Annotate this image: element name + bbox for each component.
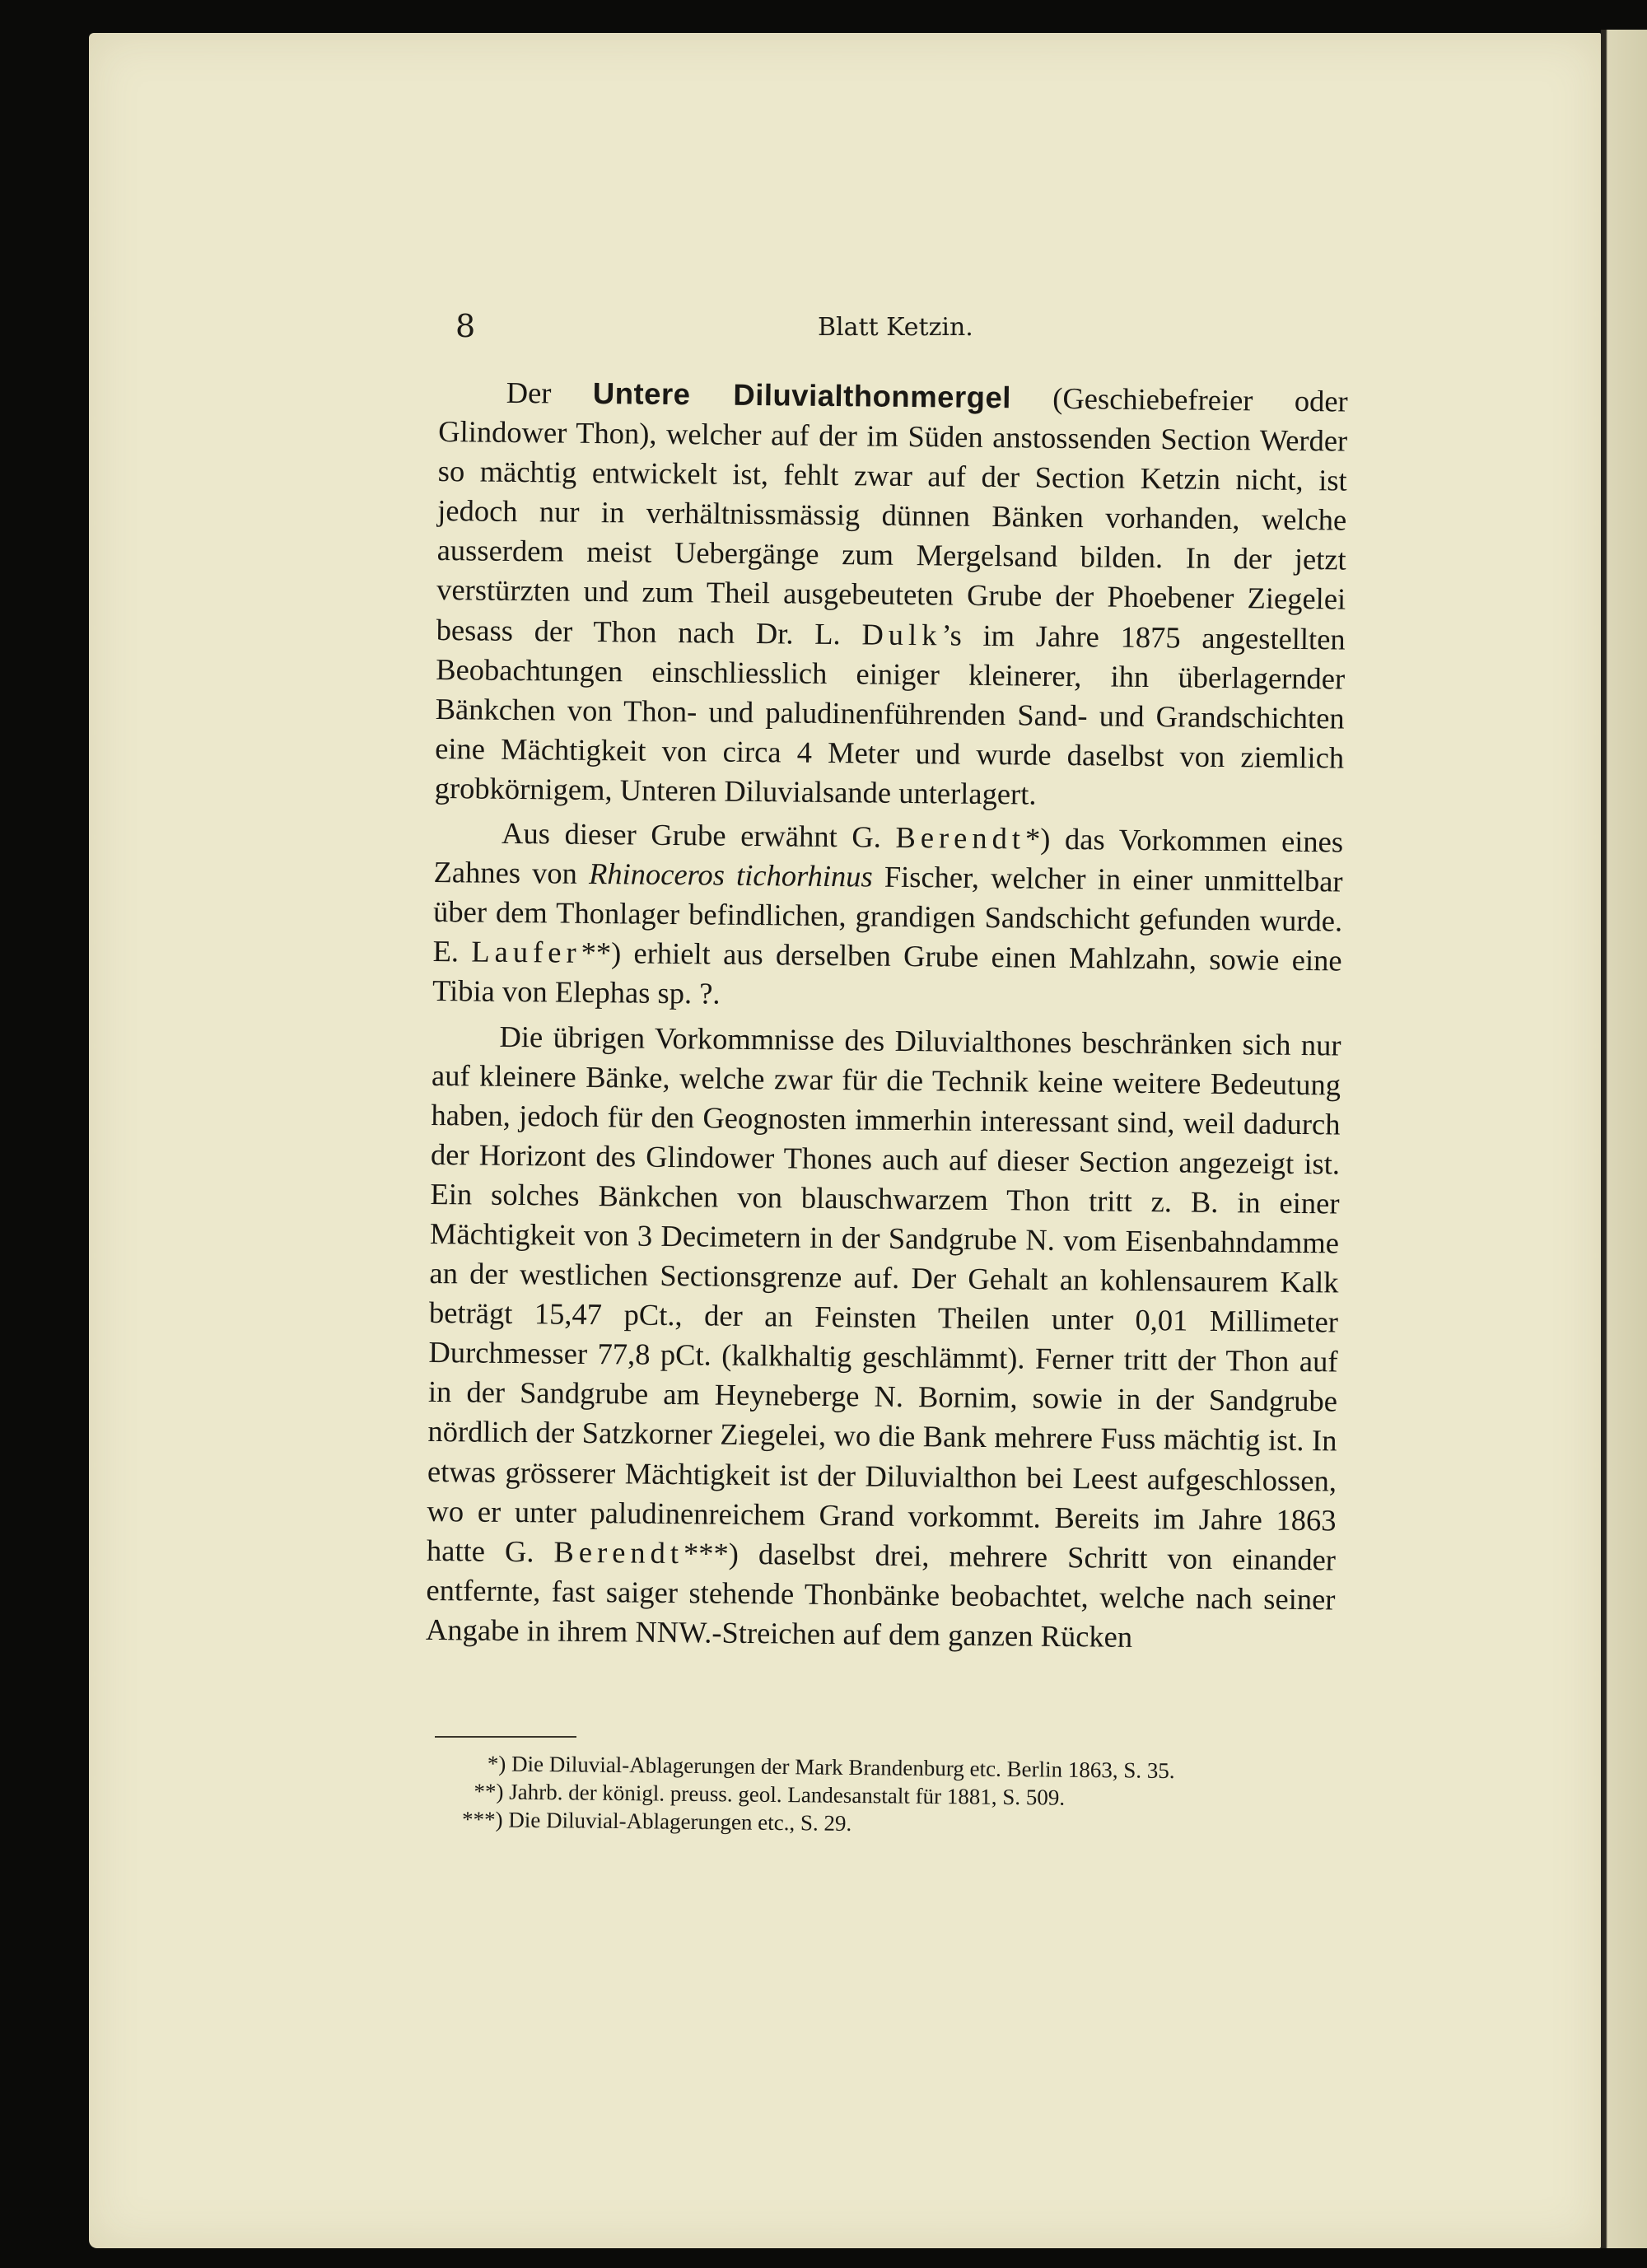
page-header xyxy=(455,308,1348,354)
species-name: Rhinoceros tichorhinus xyxy=(588,856,873,894)
footnote-separator xyxy=(435,1736,576,1738)
page-number: 8 xyxy=(455,308,476,344)
spaced-name: Laufer xyxy=(471,934,581,970)
spaced-name: Dulk xyxy=(861,616,942,651)
running-head-title: Blatt Ketzin. xyxy=(818,313,973,342)
footnote-2: **) Jahrb. der königl. preuss. geol. Landesanstalt für 1881, S. 509. xyxy=(474,1779,1066,1810)
body-text xyxy=(426,372,1348,1659)
footnote-1: *) Die Diluvial-Ablagerungen der Mark Brandenburg etc. Berlin 1863, S. 35. xyxy=(487,1751,1175,1784)
paragraph-1: Der Untere Diluvialthonmergel (Geschiebefreier oder Glindower Thon), welcher auf der im Süden anstossenden Section Werder so mächtig entwickelt ist, fehlt zwar auf der Section Ketzin nicht, ist jedoch nur in verhältnissmässig dünnen Bänken vorhanden, welche ausserdem meist Uebergänge zum Mergelsand bilden. In der jetzt verstürzten und zum Theil ausgebeuteten Grube der Phoebener Ziegelei besass der Thon nach Dr. L. Dulk’s im Jahre 1875 angestellten Beobachtungen einschliesslich einiger kleinerer, ihn überlagernder Bänkchen von Thon- und paludinenführenden Sand- und Grandschichten eine Mächtigkeit von circa 4 Meter und wurde daselbst von ziemlich grobkörnigem, Unteren Diluvialsande unterlagert. xyxy=(434,375,1348,811)
footnotes xyxy=(462,1749,1336,1842)
spaced-name: Berendt xyxy=(553,1534,684,1570)
adjacent-page-edge xyxy=(1601,30,1647,2248)
footnote-3: ***) Die Diluvial-Ablagerungen etc., S. 29. xyxy=(461,1806,852,1836)
paragraph-2: Aus dieser Grube erwähnt G. Berendt*) das Vorkommen eines Zahnes von Rhinoceros tichorhinus Fischer, welcher in einer unmittelbar über dem Thonlager befindlichen, grandigen Sandschicht gefunden wurde. E. Laufer**) erhielt aus derselben Grube einen Mahlzahn, sowie eine Tibia von Elephas sp. ?. xyxy=(432,815,1344,1011)
bold-term: Untere Diluvialthonmergel xyxy=(592,376,1012,415)
spaced-name: Berendt xyxy=(895,819,1026,856)
paragraph-3: Die übrigen Vorkommnisse des Diluvialthones beschränken sich nur auf kleinere Bänke, welche zwar für die Technik keine weitere Bedeutung haben, jedoch für den Geognosten immerhin interessant sind, weil dadurch der Horizont des Glindower Thones auch auf dieser Section angezeigt ist. Ein solches Bänkchen von blauschwarzem Thon tritt z. B. in einer Mächtigkeit von 3 Decimetern in der Sandgrube N. vom Eisenbahndamme an der westlichen Sectionsgrenze auf. Der Gehalt an kohlensaurem Kalk beträgt 15,47 pCt., der an Feinsten Theilen unter 0,01 Millimeter Durchmesser 77,8 pCt. (kalkhaltig geschlämmt). Ferner tritt der Thon auf in der Sandgrube am Heyneberge N. Bornim, sowie in der Sandgrube nördlich der Satzkorner Ziegelei, wo die Bank mehrere Fuss mächtig ist. In etwas grösserer Mächtigkeit ist der Diluvialthon bei Leest aufgeschlossen, wo er unter paludinenreichem Grand vorkommt. Bereits im Jahre 1863 hatte G. Berendt***) daselbst drei, mehrere Schritt von einander entfernte, fast saiger stehende Thonbänke beobachtet, welche nach seiner Angabe in ihrem NNW.-Streichen auf dem ganzen Rücken xyxy=(425,1019,1341,1654)
